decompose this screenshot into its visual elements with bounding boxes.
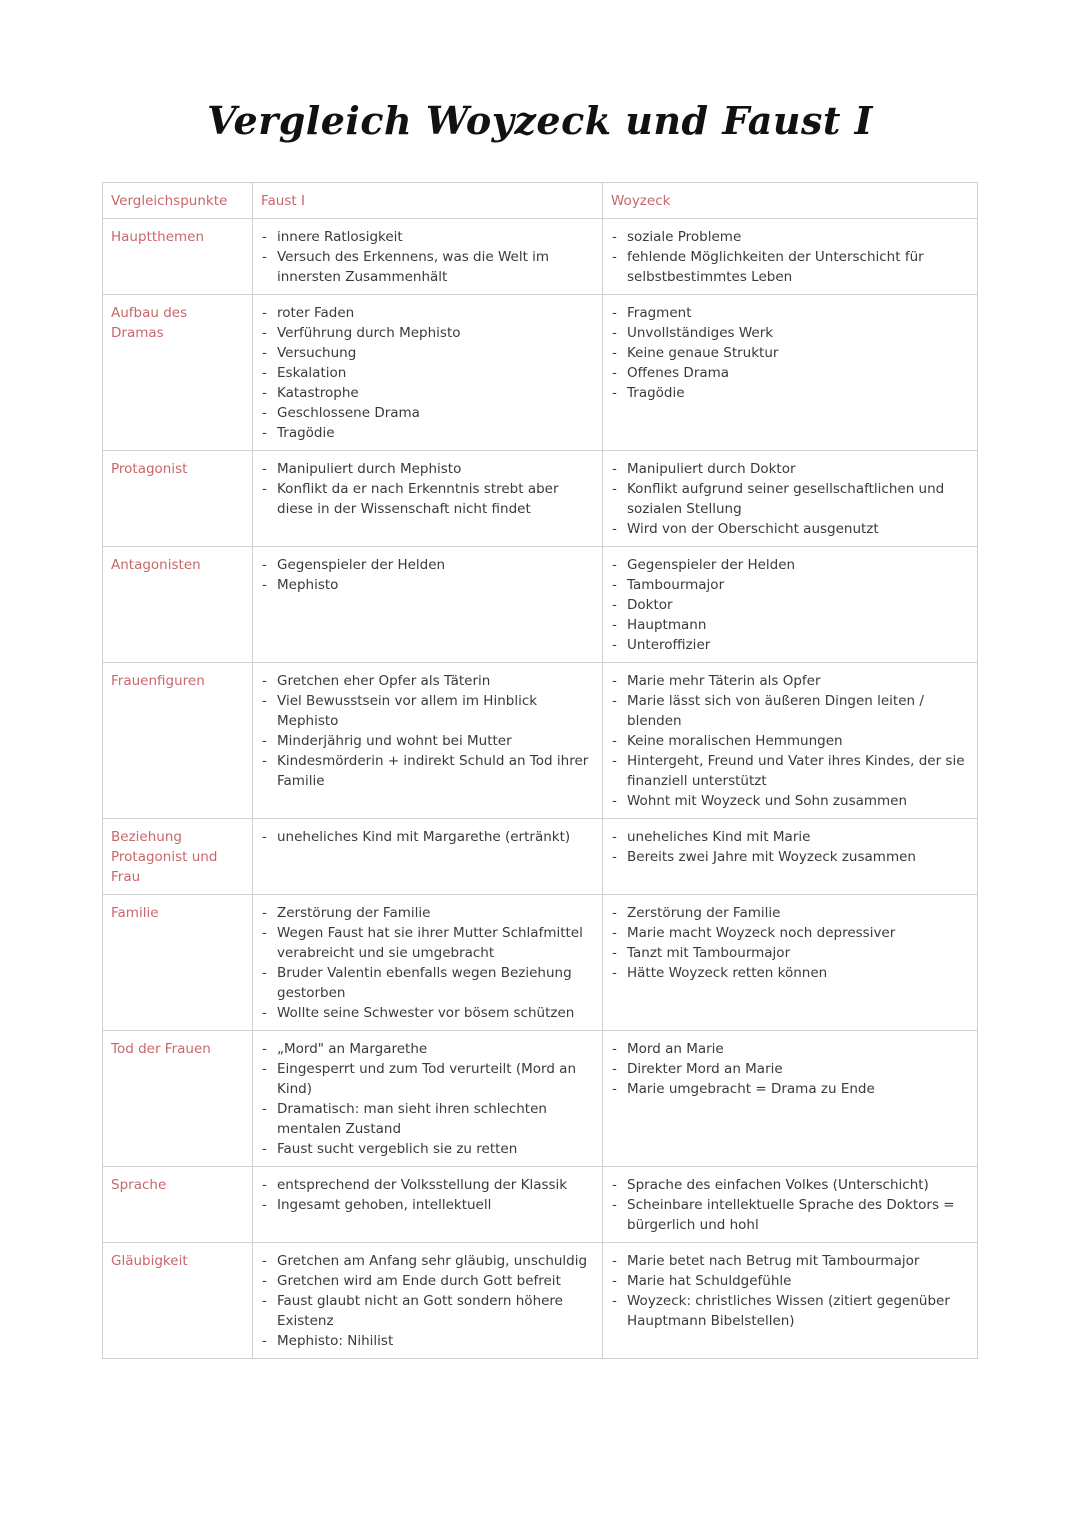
- list-item: - Zerstörung der Familie: [261, 903, 594, 923]
- list-item: - Unteroffizier: [611, 635, 969, 655]
- list-item: - uneheliches Kind mit Marie: [611, 827, 969, 847]
- list-item: - Kindesmörderin + indirekt Schuld an Tod ihrer Familie: [261, 751, 594, 791]
- list-item: - Viel Bewusstsein vor allem im Hinblick Mephisto: [261, 691, 594, 731]
- list-item: - Keine moralischen Hemmungen: [611, 731, 969, 751]
- list-item: - Wegen Faust hat sie ihrer Mutter Schlafmittel verabreicht und sie umgebracht: [261, 923, 594, 963]
- list-item: - Wohnt mit Woyzeck und Sohn zusammen: [611, 791, 969, 811]
- faust-bullet-list: [261, 671, 594, 791]
- list-item: - Geschlossene Drama: [261, 403, 594, 423]
- row-category: Tod der Frauen: [103, 1031, 253, 1167]
- list-item: - Marie umgebracht = Drama zu Ende: [611, 1079, 969, 1099]
- list-item: - Hauptmann: [611, 615, 969, 635]
- list-item: - Dramatisch: man sieht ihren schlechten mentalen Zustand: [261, 1099, 594, 1139]
- table-row: [103, 295, 978, 451]
- list-item: - Offenes Drama: [611, 363, 969, 383]
- woyzeck-bullet-list: [611, 1251, 969, 1331]
- woyzeck-bullet-list: [611, 903, 969, 983]
- row-category: Beziehung Protagonist und Frau: [103, 819, 253, 895]
- cell-faust: [253, 295, 603, 451]
- list-item: - Verführung durch Mephisto: [261, 323, 594, 343]
- cell-woyzeck: [603, 1243, 978, 1359]
- faust-bullet-list: [261, 1039, 594, 1159]
- comparison-table: [102, 182, 978, 1359]
- faust-bullet-list: [261, 459, 594, 519]
- cell-faust: [253, 219, 603, 295]
- faust-bullet-list: [261, 227, 594, 287]
- woyzeck-bullet-list: [611, 555, 969, 655]
- list-item: - Wird von der Oberschicht ausgenutzt: [611, 519, 969, 539]
- cell-faust: [253, 1243, 603, 1359]
- list-item: - Versuchung: [261, 343, 594, 363]
- woyzeck-bullet-list: [611, 1039, 969, 1099]
- header-cell-woyzeck: Woyzeck: [603, 183, 978, 219]
- cell-woyzeck: [603, 547, 978, 663]
- list-item: - Gegenspieler der Helden: [261, 555, 594, 575]
- table-row: [103, 1167, 978, 1243]
- list-item: - Konflikt da er nach Erkenntnis strebt aber diese in der Wissenschaft nicht findet: [261, 479, 594, 519]
- list-item: - Eskalation: [261, 363, 594, 383]
- list-item: - Sprache des einfachen Volkes (Unterschicht): [611, 1175, 969, 1195]
- row-category: Hauptthemen: [103, 219, 253, 295]
- list-item: - Eingesperrt und zum Tod verurteilt (Mord an Kind): [261, 1059, 594, 1099]
- cell-woyzeck: [603, 1031, 978, 1167]
- list-item: - Marie macht Woyzeck noch depressiver: [611, 923, 969, 943]
- cell-woyzeck: [603, 819, 978, 895]
- table-row: [103, 1031, 978, 1167]
- list-item: - Gretchen eher Opfer als Täterin: [261, 671, 594, 691]
- cell-faust: [253, 1031, 603, 1167]
- faust-bullet-list: [261, 827, 594, 847]
- list-item: - soziale Probleme: [611, 227, 969, 247]
- list-item: - Ingesamt gehoben, intellektuell: [261, 1195, 594, 1215]
- list-item: - Hätte Woyzeck retten können: [611, 963, 969, 983]
- list-item: - Tambourmajor: [611, 575, 969, 595]
- woyzeck-bullet-list: [611, 671, 969, 811]
- table-row: [103, 219, 978, 295]
- list-item: - Gegenspieler der Helden: [611, 555, 969, 575]
- list-item: - Hintergeht, Freund und Vater ihres Kindes, der sie finanziell unterstützt: [611, 751, 969, 791]
- list-item: - Direkter Mord an Marie: [611, 1059, 969, 1079]
- woyzeck-bullet-list: [611, 303, 969, 403]
- header-cell-faust: Faust I: [253, 183, 603, 219]
- list-item: - Fragment: [611, 303, 969, 323]
- list-item: - Manipuliert durch Mephisto: [261, 459, 594, 479]
- list-item: - Zerstörung der Familie: [611, 903, 969, 923]
- cell-faust: [253, 663, 603, 819]
- list-item: - Doktor: [611, 595, 969, 615]
- cell-woyzeck: [603, 663, 978, 819]
- row-category: Frauenfiguren: [103, 663, 253, 819]
- cell-faust: [253, 819, 603, 895]
- table-row: [103, 1243, 978, 1359]
- list-item: - Faust sucht vergeblich sie zu retten: [261, 1139, 594, 1159]
- list-item: - Mephisto: [261, 575, 594, 595]
- list-item: - „Mord" an Margarethe: [261, 1039, 594, 1059]
- table-row: [103, 451, 978, 547]
- list-item: - Marie mehr Täterin als Opfer: [611, 671, 969, 691]
- list-item: - Manipuliert durch Doktor: [611, 459, 969, 479]
- list-item: - Katastrophe: [261, 383, 594, 403]
- faust-bullet-list: [261, 903, 594, 1023]
- table-row: [103, 663, 978, 819]
- list-item: - entsprechend der Volksstellung der Klassik: [261, 1175, 594, 1195]
- list-item: - Tragödie: [261, 423, 594, 443]
- list-item: - Gretchen wird am Ende durch Gott befreit: [261, 1271, 594, 1291]
- cell-woyzeck: [603, 219, 978, 295]
- list-item: - Mephisto: Nihilist: [261, 1331, 594, 1351]
- cell-faust: [253, 547, 603, 663]
- list-item: - uneheliches Kind mit Margarethe (ertränkt): [261, 827, 594, 847]
- cell-faust: [253, 1167, 603, 1243]
- woyzeck-bullet-list: [611, 459, 969, 539]
- row-category: Sprache: [103, 1167, 253, 1243]
- list-item: - Woyzeck: christliches Wissen (zitiert gegenüber Hauptmann Bibelstellen): [611, 1291, 969, 1331]
- list-item: - Bereits zwei Jahre mit Woyzeck zusammen: [611, 847, 969, 867]
- list-item: - Marie betet nach Betrug mit Tambourmajor: [611, 1251, 969, 1271]
- woyzeck-bullet-list: [611, 227, 969, 287]
- faust-bullet-list: [261, 555, 594, 595]
- list-item: - fehlende Möglichkeiten der Unterschicht für selbstbestimmtes Leben: [611, 247, 969, 287]
- cell-faust: [253, 451, 603, 547]
- cell-woyzeck: [603, 1167, 978, 1243]
- list-item: - Keine genaue Struktur: [611, 343, 969, 363]
- table-row: [103, 547, 978, 663]
- list-item: - Scheinbare intellektuelle Sprache des Doktors = bürgerlich und hohl: [611, 1195, 969, 1235]
- list-item: - roter Faden: [261, 303, 594, 323]
- list-item: - Tragödie: [611, 383, 969, 403]
- row-category: Familie: [103, 895, 253, 1031]
- list-item: - Gretchen am Anfang sehr gläubig, unschuldig: [261, 1251, 594, 1271]
- list-item: - Bruder Valentin ebenfalls wegen Beziehung gestorben: [261, 963, 594, 1003]
- table-row: [103, 819, 978, 895]
- row-category: Protagonist: [103, 451, 253, 547]
- cell-faust: [253, 895, 603, 1031]
- header-cell-vergleichspunkte: Vergleichspunkte: [103, 183, 253, 219]
- row-category: Antagonisten: [103, 547, 253, 663]
- list-item: - Tanzt mit Tambourmajor: [611, 943, 969, 963]
- list-item: - Faust glaubt nicht an Gott sondern höhere Existenz: [261, 1291, 594, 1331]
- list-item: - Marie lässt sich von äußeren Dingen leiten / blenden: [611, 691, 969, 731]
- list-item: - Unvollständiges Werk: [611, 323, 969, 343]
- table-header-row: [103, 183, 978, 219]
- woyzeck-bullet-list: [611, 827, 969, 867]
- list-item: - Wollte seine Schwester vor bösem schützen: [261, 1003, 594, 1023]
- cell-woyzeck: [603, 295, 978, 451]
- faust-bullet-list: [261, 303, 594, 443]
- faust-bullet-list: [261, 1251, 594, 1351]
- list-item: - Konflikt aufgrund seiner gesellschaftlichen und sozialen Stellung: [611, 479, 969, 519]
- list-item: - Versuch des Erkennens, was die Welt im innersten Zusammenhält: [261, 247, 594, 287]
- list-item: - Minderjährig und wohnt bei Mutter: [261, 731, 594, 751]
- faust-bullet-list: [261, 1175, 594, 1215]
- list-item: - innere Ratlosigkeit: [261, 227, 594, 247]
- woyzeck-bullet-list: [611, 1175, 969, 1235]
- page-title: Vergleich Woyzeck und Faust I: [207, 98, 873, 143]
- row-category: Gläubigkeit: [103, 1243, 253, 1359]
- cell-woyzeck: [603, 451, 978, 547]
- table-row: [103, 895, 978, 1031]
- list-item: - Marie hat Schuldgefühle: [611, 1271, 969, 1291]
- cell-woyzeck: [603, 895, 978, 1031]
- row-category: Aufbau des Dramas: [103, 295, 253, 451]
- list-item: - Mord an Marie: [611, 1039, 969, 1059]
